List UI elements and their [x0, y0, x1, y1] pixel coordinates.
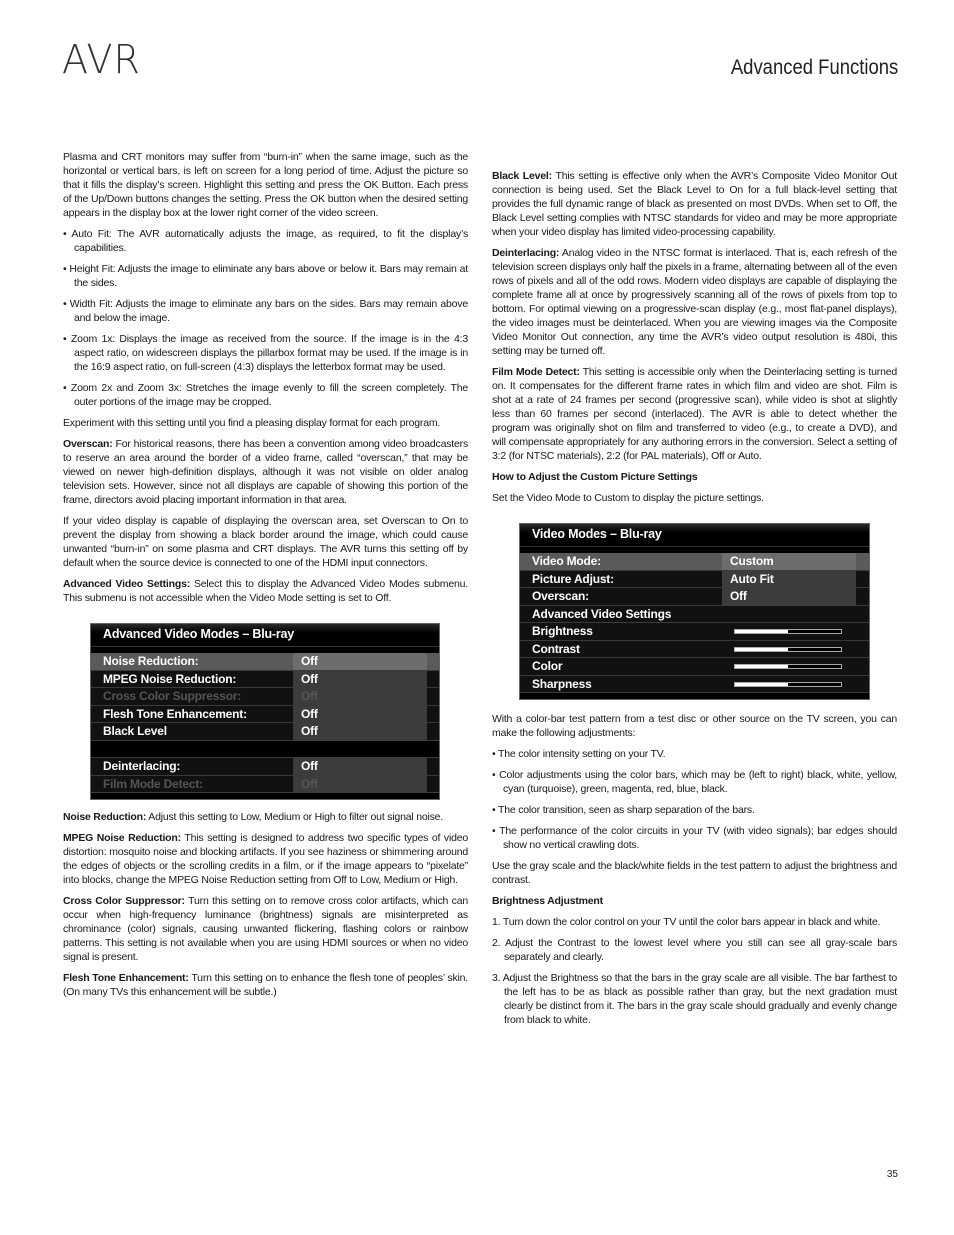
menu-label: Noise Reduction:	[103, 654, 199, 668]
definition: Turn this setting on to enhance the flesh tone of peoples’ skin. (On many TVs this enhancement will be subtle.)	[63, 972, 468, 998]
menu-row-sharpness[interactable]	[520, 676, 869, 694]
menu-label: Contrast	[532, 641, 580, 656]
advanced-video-modes-menu	[90, 623, 440, 800]
list-item: • Zoom 1x: Displays the image as received from the source. If the image is in the 4:3 aspect ratio, on widescreen displays the pillarbox format may be used. If the image is in the 16:9 aspect ratio, on full-screen (4:3) displays the letterbox format may be used.	[63, 333, 468, 373]
term: Noise Reduction:	[63, 811, 147, 823]
menu-label: Film Mode Detect:	[103, 776, 203, 791]
overscan-paragraph-2: If your video display is capable of displaying the overscan area, set Overscan to On to prevent the display from showing a black border around the image, which could cause unwanted “burn-in” on some plasma and CRT displays. The AVR turns this setting off by default when the source device is connected to one of the HDMI input connectors.	[63, 515, 468, 569]
term: MPEG Noise Reduction:	[63, 832, 181, 844]
step-item: 1. Turn down the color control on your TV until the color bars appear in black and white.	[492, 916, 881, 928]
menu-label: Flesh Tone Enhancement:	[103, 706, 247, 721]
list-item: • Color adjustments using the color bars, which may be (left to right) black, white, yellow, cyan (turquoise), green, magenta, red, blue, black.	[492, 769, 897, 795]
menu-label: Picture Adjust:	[532, 571, 614, 586]
left-column	[63, 150, 468, 1006]
step-item: 2. Adjust the Contrast to the lowest level where you still can see all gray-scale bars separately and clearly.	[492, 937, 897, 963]
menu-value: Off	[293, 653, 427, 670]
brightness-slider[interactable]	[734, 629, 842, 634]
fte-paragraph	[63, 971, 468, 999]
menu-row-cross-color-suppressor	[91, 688, 439, 706]
definition: For historical reasons, there has been a convention among video broadcasters to reserve an area around the border of a video frame, called “overscan,” that may be viewed on newer high-definition displays, although it was not visible on older analog television sets. However, since not all displays are capable of showing this portion of the frame, directors avoid placing important information in that area.	[63, 438, 468, 506]
howto-paragraph: Set the Video Mode to Custom to display the picture settings.	[492, 492, 764, 504]
menu-row-black-level[interactable]	[91, 723, 439, 741]
menu-row-deinterlacing[interactable]	[91, 758, 439, 776]
list-item: • Auto Fit: The AVR automatically adjusts the image, as required, to fit the display’s capabilities.	[63, 228, 468, 254]
term: Advanced Video Settings:	[63, 578, 191, 590]
color-slider[interactable]	[734, 664, 842, 669]
ccs-paragraph	[63, 894, 468, 964]
menu-value: Auto Fit	[722, 571, 856, 588]
nr-paragraph	[63, 810, 468, 824]
term: Film Mode Detect:	[492, 366, 580, 378]
definition: This setting is accessible only when the Deinterlacing setting is turned on. It compensates for the different frame rates in which film and video are shot. Film is shot at a rate of 24 frames per second (progressive scan), while video is shot at slightly less than 60 frames per second (interlaced). The AVR is able to detect whether the program was originally shot on film and transferred to video (e.g., to create a DVD), and will compensate appropriately for any authoring errors in the conversion. Select a setting of 3:2 (for NTSC materials), 2:2 (for PAL materials), Off or Auto.	[492, 366, 897, 462]
mpeg-paragraph	[63, 831, 468, 887]
menu-row-video-mode[interactable]	[520, 553, 869, 571]
list-item: • The color intensity setting on your TV.	[492, 748, 666, 760]
menu-spacer	[91, 741, 439, 759]
sharpness-slider[interactable]	[734, 682, 842, 687]
menu-value: Off	[293, 723, 427, 740]
menu-label: Color	[532, 659, 563, 673]
menu-label: Advanced Video Settings	[532, 606, 672, 621]
avr-logo: AVR	[62, 37, 141, 83]
menu-label: MPEG Noise Reduction:	[103, 671, 237, 686]
definition: This setting is effective only when the AVR’s Composite Video Monitor Out connection is being used. Set the Black Level to On for a full black-level setting that provides the full dynamic range of black as presented on most DVDs. When set to Off, the Black Level setting complies with NTSC standards for video and may be more appropriate when your video display has limited video-processing capability.	[492, 170, 897, 238]
list-item: • Zoom 2x and Zoom 3x: Stretches the image evenly to fill the screen completely. The outer portions of the image may be cropped.	[63, 382, 468, 408]
definition: Turn this setting on to remove cross color artifacts, which can occur when high-frequency luminance (brightness) signals are misinterpreted as chrominance (color) signals, causing unwanted flickering, flashing colors or rainbow patterns. This setting is not available when you are using HDMI sources or when no video signal is present.	[63, 895, 468, 963]
intro-paragraph: Plasma and CRT monitors may suffer from “burn-in” when the same image, such as the horizontal or vertical bars, is left on screen for a long period of time. Adjust the picture so that it fills the display’s screen. Highlight this setting and press the OK Button. Each press of the Up/Down buttons changes the setting. Press the OK button when the desired setting appears in the display box at the lower right corner of the video screen.	[63, 151, 468, 219]
film-mode-paragraph	[492, 365, 897, 463]
section-title: Advanced Functions	[730, 56, 898, 79]
menu-label: Deinterlacing:	[103, 759, 181, 773]
definition: Adjust this setting to Low, Medium or High to filter out signal noise.	[146, 811, 444, 823]
menu-label: Video Mode:	[532, 554, 601, 568]
list-item: • Width Fit: Adjusts the image to eliminate any bars on the sides. Bars may remain above and below the image.	[63, 298, 468, 324]
menu-row-film-mode-detect	[91, 776, 439, 794]
howto-heading: How to Adjust the Custom Picture Settings	[492, 471, 698, 483]
menu-value: Off	[293, 688, 427, 705]
menu-label: Cross Color Suppressor:	[103, 689, 242, 703]
menu-row-overscan[interactable]	[520, 588, 869, 606]
menu-label: Brightness	[532, 624, 593, 638]
menu-value: Off	[722, 588, 856, 605]
list-item: • Height Fit: Adjusts the image to eliminate any bars above or below it. Bars may remain at the sides.	[63, 263, 468, 289]
menu-row-picture-adjust[interactable]	[520, 571, 869, 589]
menu-value: Custom	[722, 553, 856, 570]
experiment-paragraph: Experiment with this setting until you find a pleasing display format for each program.	[63, 417, 441, 429]
term: Cross Color Suppressor:	[63, 895, 185, 907]
gray-paragraph: Use the gray scale and the black/white fields in the test pattern to adjust the brightness and contrast.	[492, 860, 897, 886]
menu-row-contrast[interactable]	[520, 641, 869, 659]
term: Deinterlacing:	[492, 247, 560, 259]
menu-row-advanced-video-settings[interactable]	[520, 606, 869, 624]
menu-label: Black Level	[103, 724, 167, 738]
term: Flesh Tone Enhancement:	[63, 972, 189, 984]
menu-value: Off	[293, 706, 427, 723]
menu-row-brightness[interactable]	[520, 623, 869, 641]
list-item: • The color transition, seen as sharp separation of the bars.	[492, 804, 755, 816]
menu-value: Off	[293, 671, 427, 688]
term: Overscan:	[63, 438, 113, 450]
menu-row-flesh-tone-enhancement[interactable]	[91, 706, 439, 724]
definition: Analog video in the NTSC format is interlaced. That is, each refresh of the television screen displays only half the pixels in a frame, alternating between all of the even rows of pixels and all of the odd rows. Modern video displays are capable of displaying the complete frame all at once by progressively scanning all of the rows of pixels from top to bottom. For optimal viewing on a progressive-scan display (e.g., most flat-panel displays), the video images must be deinterlaced. When you are viewing images via the Composite Video Monitor Out connection, any time the AVR’s video output resolution is 480i, this setting may be turned off.	[492, 247, 897, 357]
menu-title: Advanced Video Modes – Blu-ray	[91, 624, 439, 647]
contrast-slider[interactable]	[734, 647, 842, 652]
menu-row-mpeg-noise-reduction[interactable]	[91, 671, 439, 689]
menu-row-noise-reduction[interactable]	[91, 653, 439, 671]
menu-value: Off	[293, 758, 427, 775]
step-item: 3. Adjust the Brightness so that the bars in the gray scale are all visible. The bar farthest to the left has to be as black as possible rather than gray, but the next gradation must clearly be distinct from it. The bars in the gray scale should gradually and evenly change from black to white.	[492, 972, 897, 1026]
brightness-heading: Brightness Adjustment	[492, 895, 603, 907]
menu-row-color[interactable]	[520, 658, 869, 676]
definition: Select this to display the Advanced Video Modes submenu. This submenu is not accessible when the Video Mode setting is set to Off.	[63, 578, 468, 604]
menu-label: Overscan:	[532, 589, 589, 603]
definition: This setting is designed to address two specific types of video distortion: mosquito noise and blocking artifacts. If you see haziness or shimmering around the edges of objects or the scrolling credits in a film, or if the image appears to “pixelate” into blocks, change the MPEG Noise Reduction setting from Off to Low, Medium or High.	[63, 832, 468, 886]
deinterlacing-paragraph	[492, 246, 897, 358]
right-column	[492, 169, 897, 1034]
page-number: 35	[886, 1169, 898, 1180]
menu-value: Off	[293, 776, 427, 793]
list-item: • The performance of the color circuits in your TV (with video signals); bar edges should show no vertical crawling dots.	[492, 825, 897, 851]
black-level-paragraph	[492, 169, 897, 239]
menu-title: Video Modes – Blu-ray	[520, 524, 869, 547]
avs-paragraph	[63, 577, 468, 605]
overscan-paragraph	[63, 437, 468, 507]
menu-label: Sharpness	[532, 676, 592, 691]
video-modes-menu	[519, 523, 870, 700]
term: Black Level:	[492, 170, 552, 182]
colorbar-paragraph: With a color-bar test pattern from a test disc or other source on the TV screen, you can make the following adjustments:	[492, 713, 897, 739]
